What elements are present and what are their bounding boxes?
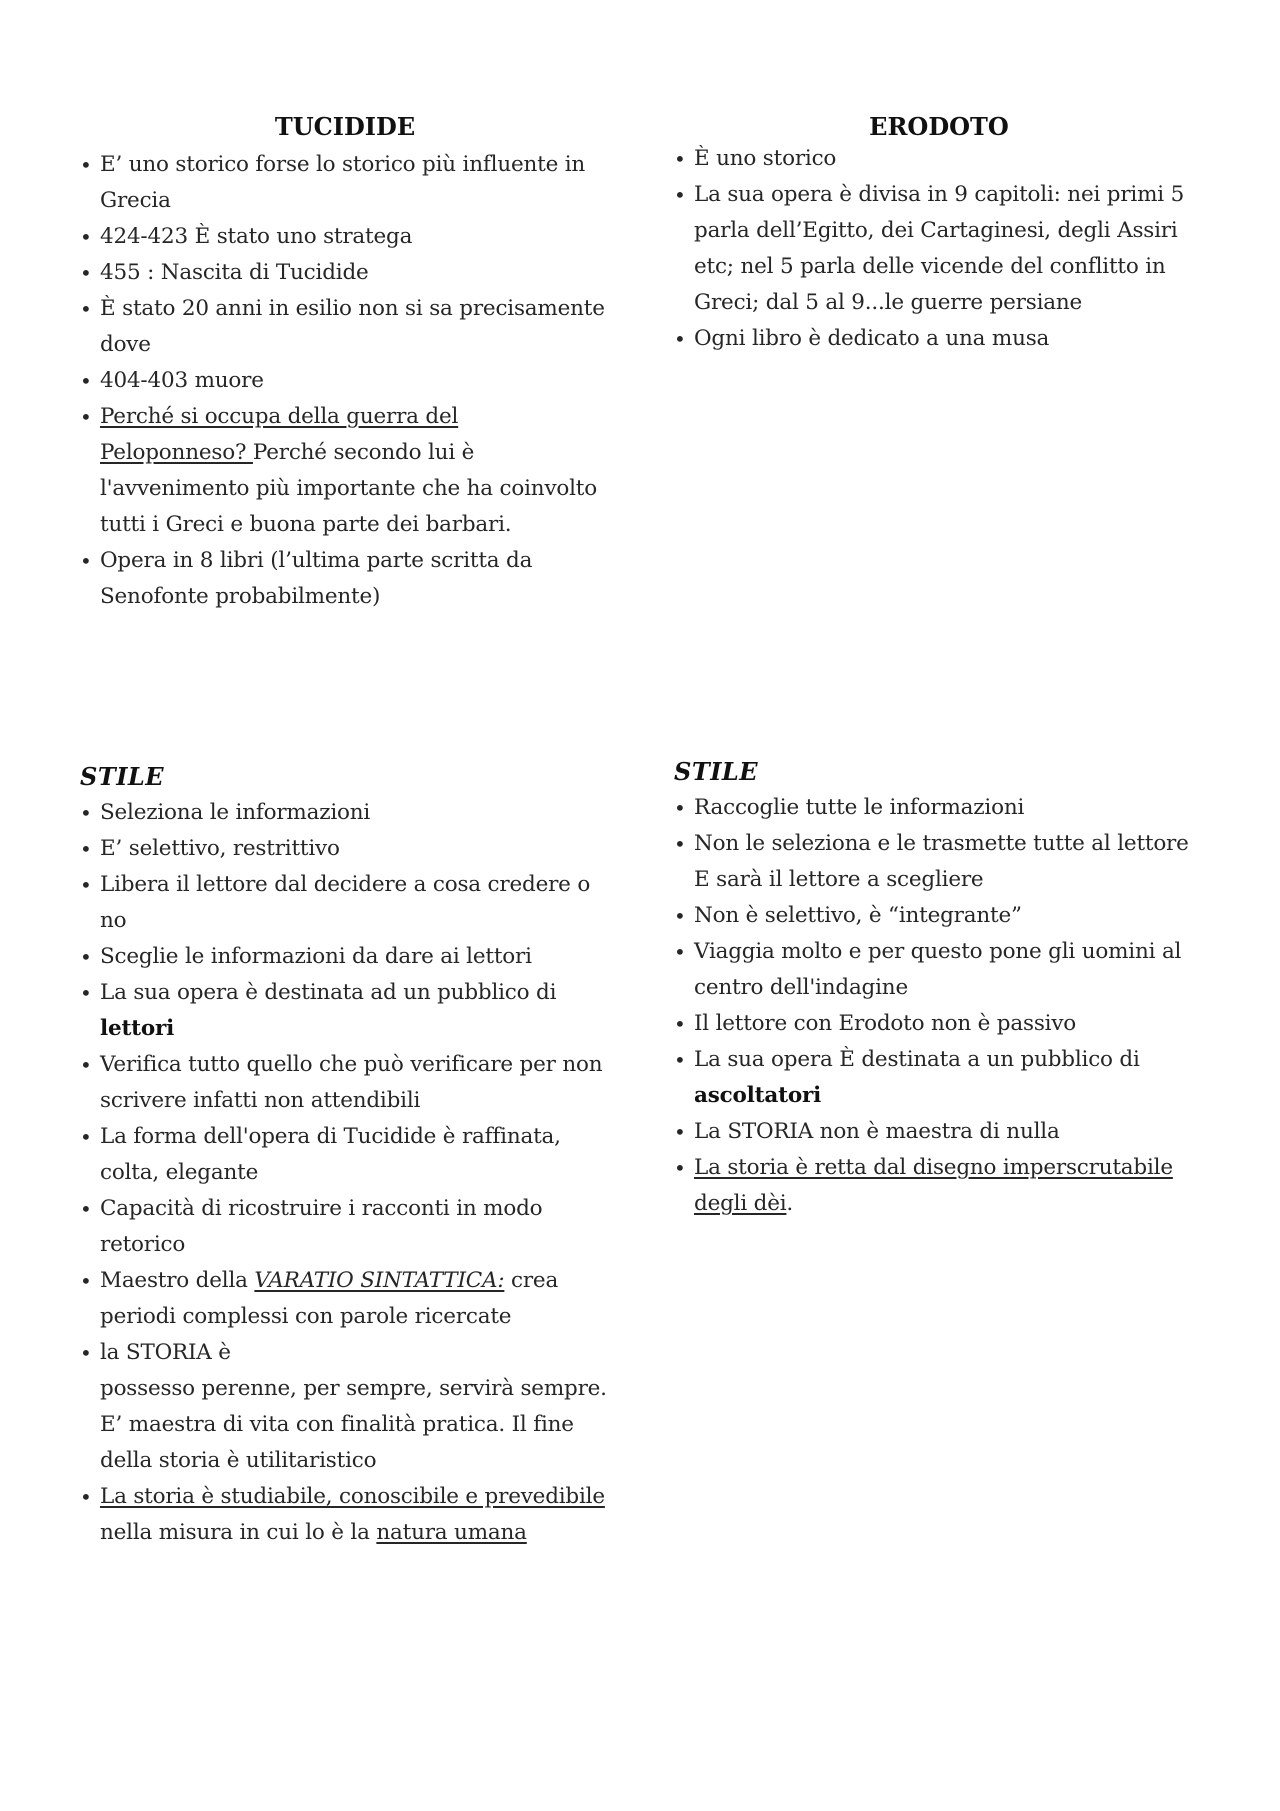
underlined-question: Perché si occupa della guerra del Peloponneso? [100, 404, 459, 465]
tucidide-section [80, 112, 610, 615]
pubblico-text: La sua opera è destinata ad un pubblico di [100, 980, 557, 1005]
pubblico-bold: lettori [100, 1016, 175, 1041]
studiabile-underlined: La storia è studiabile, conoscibile e prevedibile [100, 1484, 605, 1509]
list-item: • Opera in 8 libri (l’ultima parte scritta da Senofonte probabilmente) [100, 543, 610, 615]
stile-heading: STILE [674, 757, 759, 786]
retta-underlined: La storia è retta dal disegno imperscrutabile degli dèi [694, 1155, 1173, 1216]
answer-text: Perché secondo lui è l'avvenimento più importante che ha coinvolto tutti i Greci e buona parte dei barbari. [100, 440, 597, 537]
list-item: • Verifica tutto quello che può verificare per non scrivere infatti non attendibili [100, 1047, 610, 1119]
list-item-pubblico [694, 1042, 1204, 1114]
list-item-peloponneso [100, 399, 610, 543]
list-item-studiabile [100, 1479, 610, 1551]
list-item-retta [694, 1150, 1204, 1222]
list-item: • Seleziona le informazioni [100, 795, 610, 831]
list-item: • Capacità di ricostruire i racconti in modo retorico [100, 1191, 610, 1263]
erodoto-section [674, 112, 1204, 357]
stile-heading: STILE [80, 762, 165, 791]
pubblico-bold: ascoltatori [694, 1083, 822, 1108]
tucidide-list [80, 147, 610, 615]
list-item-storia [100, 1335, 610, 1479]
list-item: • Viaggia molto e per questo pone gli uomini al centro dell'indagine [694, 934, 1204, 1006]
erodoto-heading: ERODOTO [869, 112, 1009, 141]
pubblico-text: La sua opera È destinata a un pubblico di [694, 1047, 1140, 1072]
list-item: • La forma dell'opera di Tucidide è raffinata, colta, elegante [100, 1119, 610, 1191]
list-item-pubblico [100, 975, 610, 1047]
list-item: • La STORIA non è maestra di nulla [694, 1114, 1204, 1150]
tucidide-heading: TUCIDIDE [274, 112, 416, 141]
retta-end: . [786, 1191, 794, 1216]
list-item: • È uno storico [694, 141, 1204, 177]
list-item: • Libera il lettore dal decidere a cosa credere o no [100, 867, 610, 939]
studiabile-mid: nella misura in cui lo è la [100, 1520, 377, 1545]
stile-tucidide-list [80, 795, 610, 1551]
list-item: • Ogni libro è dedicato a una musa [694, 321, 1204, 357]
list-item-varatio [100, 1263, 610, 1335]
storia-line1: la STORIA è [100, 1340, 231, 1365]
list-item: • Raccoglie tutte le informazioni [694, 790, 1204, 826]
list-item: • Sceglie le informazioni da dare ai lettori [100, 939, 610, 975]
list-item: • Non è selettivo, è “integrante” [694, 898, 1204, 934]
varatio-pre: Maestro della [100, 1268, 255, 1293]
list-item: • E’ selettivo, restrittivo [100, 831, 610, 867]
erodoto-list [674, 141, 1204, 357]
list-item: • 455 : Nascita di Tucidide [100, 255, 610, 291]
list-item: • Il lettore con Erodoto non è passivo [694, 1006, 1204, 1042]
list-item: • Non le seleziona e le trasmette tutte al lettore E sarà il lettore a scegliere [694, 826, 1204, 898]
stile-erodoto-list [674, 790, 1204, 1222]
natura-umana: natura umana [376, 1520, 527, 1545]
list-item: • La sua opera è divisa in 9 capitoli: nei primi 5 parla dell’Egitto, dei Cartaginesi, degli Assiri etc; nel 5 parla delle vicende del conflitto in Greci; dal 5 al 9...le guerre persiane [694, 177, 1204, 321]
storia-line2: possesso perenne, per sempre, servirà sempre. E’ maestra di vita con finalità pratica. Il fine della storia è utilitaristico [100, 1376, 607, 1473]
stile-erodoto-section [674, 757, 1204, 1222]
list-item: • 404-403 muore [100, 363, 610, 399]
list-item: • 424-423 È stato uno stratega [100, 219, 610, 255]
varatio-term: VARATIO SINTATTICA: [254, 1268, 505, 1293]
list-item: • È stato 20 anni in esilio non si sa precisamente dove [100, 291, 610, 363]
varatio-post: crea periodi complessi con parole ricercate [100, 1268, 559, 1329]
stile-tucidide-section [80, 762, 610, 1551]
list-item: • E’ uno storico forse lo storico più influente in Grecia [100, 147, 610, 219]
